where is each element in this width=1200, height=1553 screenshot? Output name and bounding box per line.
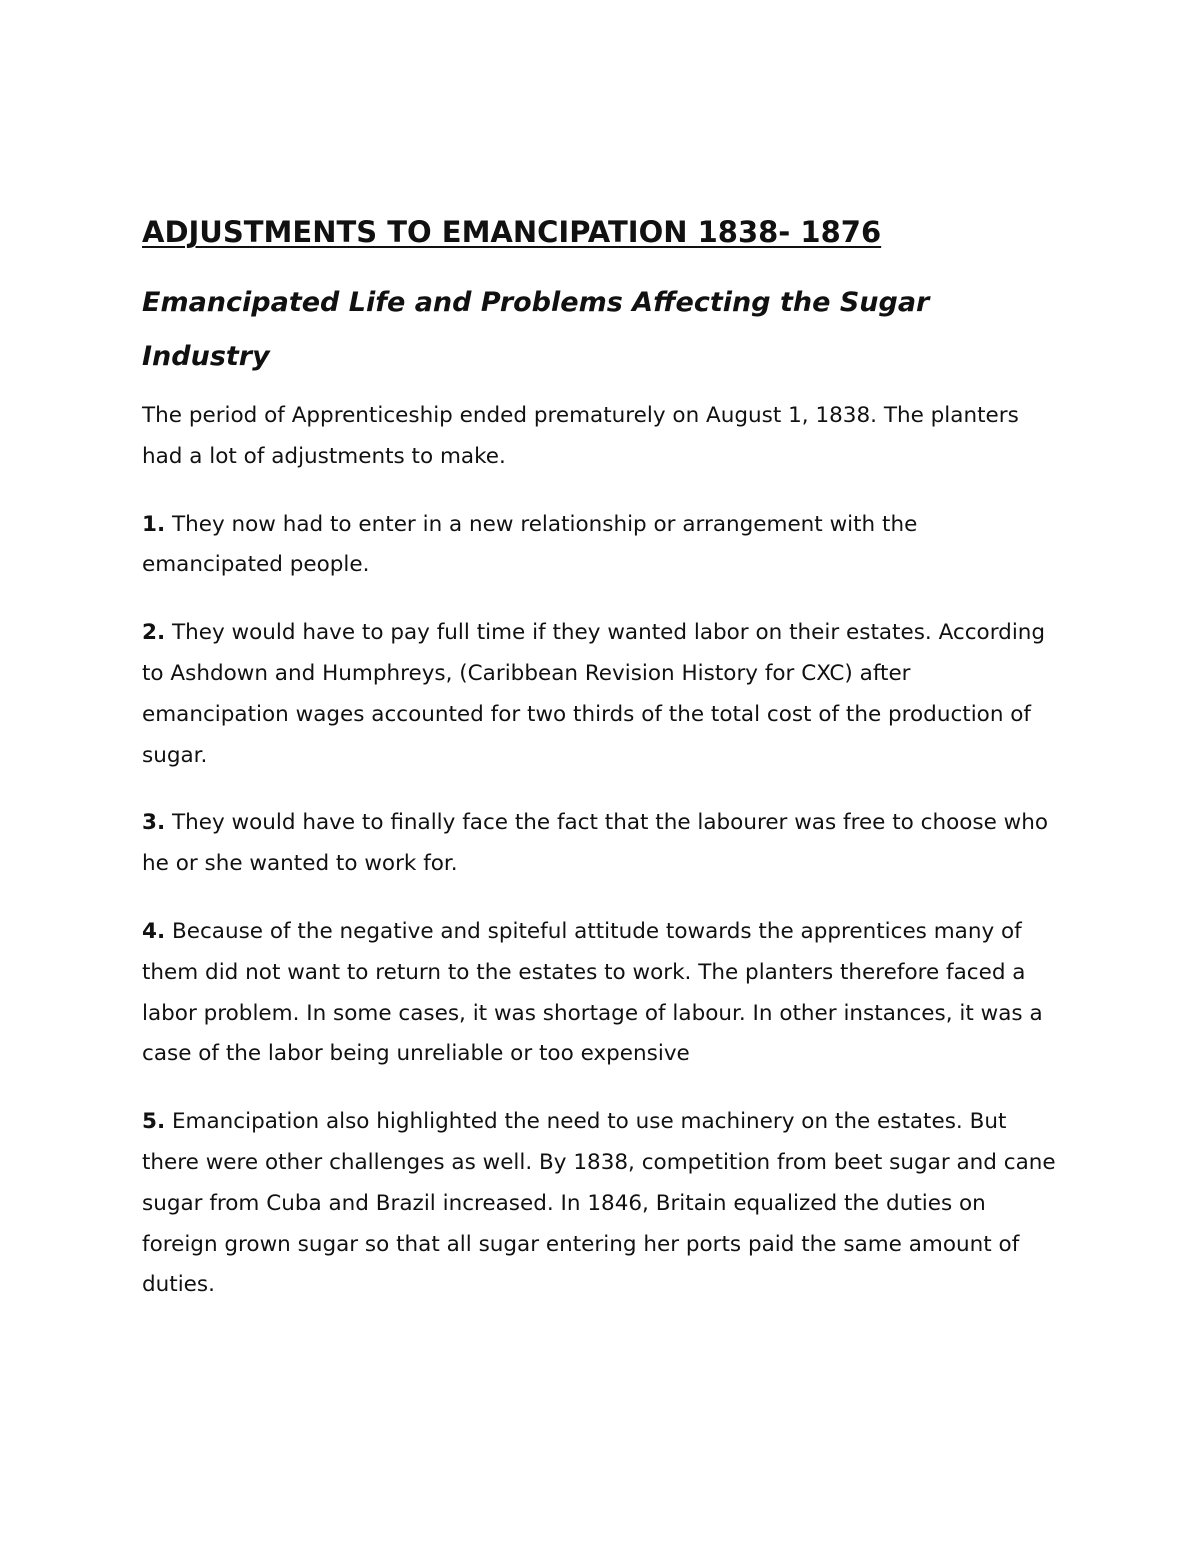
document-body xyxy=(142,210,1062,1333)
point-text: Emancipation also highlighted the need to use machinery on the estates. But there were other challenges as well. By 1838, competition from beet sugar and cane sugar from Cuba and Brazil increased. In 1846, Britain equalized the duties on foreign grown sugar so that all sugar entering her ports paid the same amount of duties. xyxy=(142,1109,1056,1298)
point-number: 5. xyxy=(142,1109,166,1135)
point-paragraph xyxy=(142,613,1062,776)
point-number: 4. xyxy=(142,918,166,944)
point-number: 1. xyxy=(142,511,166,537)
point-paragraph xyxy=(142,1102,1062,1306)
document-title: ADJUSTMENTS TO EMANCIPATION 1838- 1876 xyxy=(142,215,882,249)
point-number: 2. xyxy=(142,620,166,646)
point-text: They would have to pay full time if they wanted labor on their estates. According to Ashdown and Humphreys, (Caribbean Revision History for CXC) after emancipation wages accounted for two thirds of the total cost of the production of sugar. xyxy=(142,620,1046,768)
point-number: 3. xyxy=(142,810,166,836)
point-text: They now had to enter in a new relationship or arrangement with the emancipated people. xyxy=(142,511,918,578)
point-text: Because of the negative and spiteful attitude towards the apprentices many of them did not want to return to the estates to work. The planters therefore faced a labor problem. In some cases, it was shortage of labour. In other instances, it was a case of the labor being unreliable or too expensive xyxy=(142,918,1043,1067)
point-paragraph xyxy=(142,505,1062,587)
point-paragraph xyxy=(142,803,1062,885)
document-subtitle: Emancipated Life and Problems Affecting the Sugar Industry xyxy=(142,287,930,372)
point-paragraph xyxy=(142,912,1062,1075)
point-text: They would have to finally face the fact that the labourer was free to choose who he or she wanted to work for. xyxy=(142,810,1049,877)
intro-paragraph: The period of Apprenticeship ended prematurely on August 1, 1838. The planters had a lot of adjustments to make. xyxy=(142,403,1019,469)
